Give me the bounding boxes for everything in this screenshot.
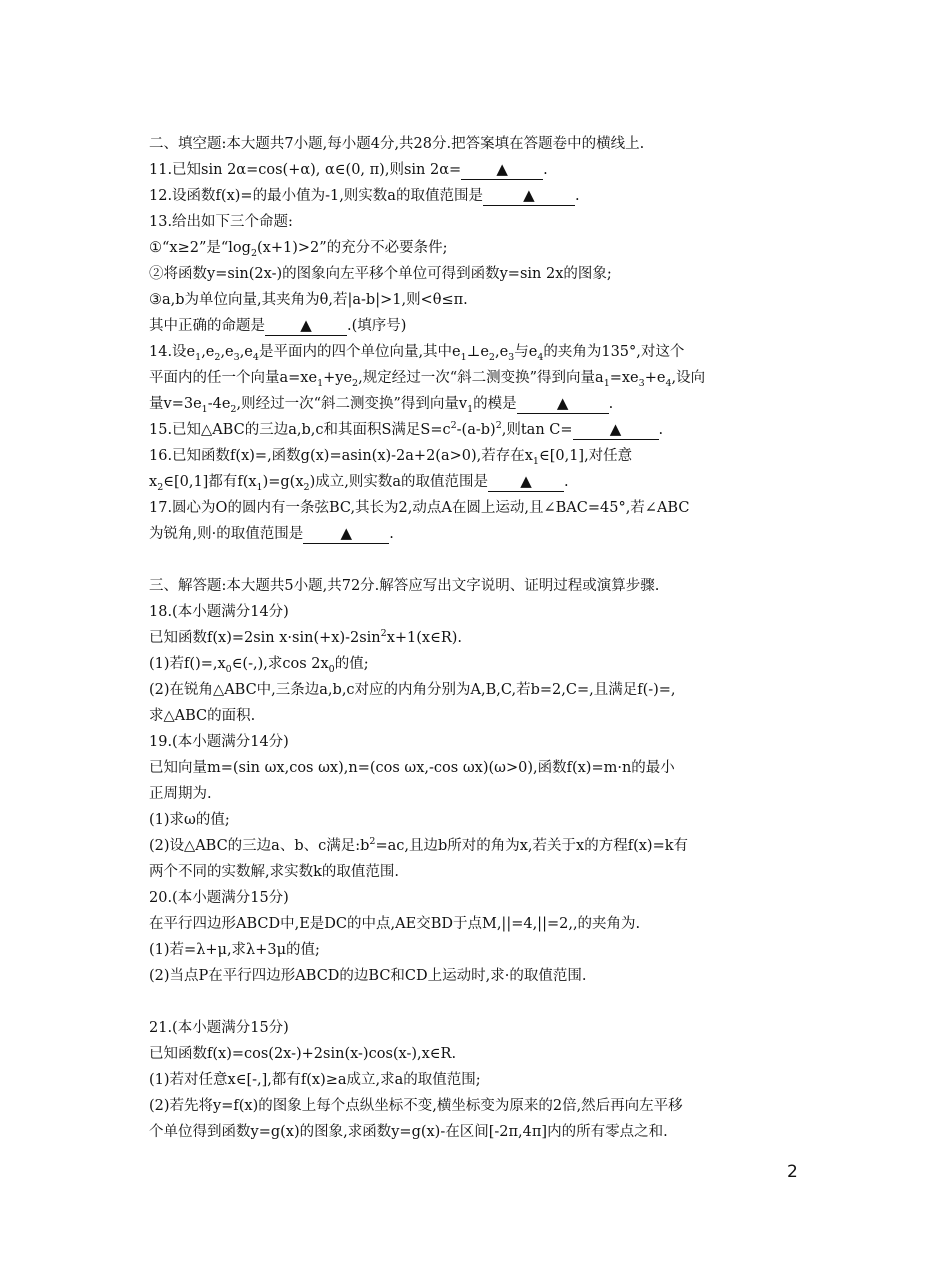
answer-blank <box>483 185 575 206</box>
question-17-line-1: 17.圆心为O的圆内有一条弦BC,其长为2,动点A在圆上运动,且∠BAC=45°,若∠ABC <box>149 500 690 516</box>
subscript: 3 <box>638 377 645 389</box>
subscript: 1 <box>195 351 202 363</box>
text: 是平面内的四个单位向量,其中e <box>258 344 461 360</box>
q12-end: . <box>574 188 580 204</box>
text: (2)设△ABC的三边a、b、c满足:b <box>149 838 370 854</box>
q12-text: 12.设函数f(x)=的最小值为-1,则实数a的取值范围是 <box>149 188 483 204</box>
question-19-title: 19.(本小题满分14分) <box>149 734 289 750</box>
text: ,则tan C= <box>501 422 573 438</box>
subscript: 2 <box>250 247 257 259</box>
text: 与e <box>514 344 538 360</box>
solve-section-heading: 三、解答题:本大题共5小题,共72分.解答应写出文字说明、证明过程或演算步骤. <box>149 578 660 594</box>
triangle-icon: ▲ <box>340 524 352 542</box>
subscript: 1 <box>317 377 324 389</box>
question-21-line-3: (2)若先将y=f(x)的图象上每个点纵坐标不变,横坐标变为原来的2倍,然后再向左平移 <box>149 1098 683 1114</box>
text: 的值; <box>334 656 369 672</box>
superscript: 2 <box>380 628 387 640</box>
superscript: 2 <box>495 420 502 432</box>
text: 14.设e <box>149 344 196 360</box>
question-19-line-1: 已知向量m=(sin ωx,cos ωx),n=(cos ωx,-cos ωx)(ω>0),函数f(x)=m·n的最小 <box>149 760 675 776</box>
answer-blank <box>303 523 389 544</box>
question-18-line-3: (2)在锐角△ABC中,三条边a,b,c对应的内角分别为A,B,C,若b=2,C=,且满足f(-)=, <box>149 682 676 698</box>
question-14-line-2 <box>149 365 809 391</box>
question-19-line-2: 正周期为. <box>149 786 212 802</box>
question-18-line-1 <box>149 625 809 651</box>
text: ,规定经过一次“斜二测变换”得到向量a <box>358 370 604 386</box>
text: =xe <box>609 370 639 386</box>
q11-text: 11.已知sin 2α=cos(+α), α∈(0, π),则sin 2α= <box>149 162 462 178</box>
subscript: 1 <box>467 403 474 415</box>
text: . <box>389 526 394 542</box>
text: )=g(x <box>262 474 304 490</box>
question-20-line-3: (2)当点P在平行四边形ABCD的边BC和CD上运动时,求·的取值范围. <box>149 968 587 984</box>
text: )成立,则实数a的取值范围是 <box>309 474 488 490</box>
subscript: 0 <box>225 663 232 675</box>
triangle-icon: ▲ <box>300 316 312 334</box>
subscript: 4 <box>252 351 259 363</box>
text: ∈(-,),求cos 2x <box>231 656 329 672</box>
question-12 <box>149 183 809 209</box>
question-13-answer <box>149 313 809 339</box>
text: 的夹角为135°,对这个 <box>543 344 685 360</box>
text: -(a-b) <box>456 422 496 438</box>
q13-1-text: ①“x≥2”是“log <box>149 240 251 256</box>
text: 已知函数f(x)=2sin x·sin(+x)-2sin <box>149 630 381 646</box>
answer-blank <box>517 393 609 414</box>
subscript: 1 <box>460 351 467 363</box>
text: ,则经过一次“斜二测变换”得到向量v <box>236 396 468 412</box>
subscript: 1 <box>603 377 610 389</box>
question-20-line-1: 在平行四边形ABCD中,E是DC的中点,AE交BD于点M,||=4,||=2,,的夹角为. <box>149 916 641 932</box>
subscript: 2 <box>352 377 359 389</box>
question-13-item-2: ②将函数y=sin(2x-)的图象向左平移个单位可得到函数y=sin 2x的图象; <box>149 266 612 282</box>
text: ,e <box>239 344 253 360</box>
text: -4e <box>207 396 231 412</box>
question-18-line-2 <box>149 651 809 677</box>
text: =ac,且边b所对的角为x,若关于x的方程f(x)=k有 <box>375 838 689 854</box>
text: ,e <box>220 344 234 360</box>
q13-answer-text: 其中正确的命题是 <box>149 318 265 334</box>
spacer <box>149 547 809 573</box>
superscript: 2 <box>450 420 457 432</box>
q11-end: . <box>543 162 548 178</box>
superscript: 2 <box>369 836 376 848</box>
text: . <box>608 396 614 412</box>
question-19-line-5: 两个不同的实数解,求实数k的取值范围. <box>149 864 400 880</box>
subscript: 3 <box>233 351 240 363</box>
subscript: 4 <box>665 377 672 389</box>
text: 平面内的任一个向量a=xe <box>149 370 318 386</box>
spacer <box>149 989 809 1015</box>
text: ∈[0,1],对任意 <box>538 448 633 464</box>
question-19-line-4 <box>149 833 809 859</box>
answer-blank <box>265 315 347 336</box>
triangle-icon: ▲ <box>609 420 622 438</box>
text: . <box>564 474 569 490</box>
question-13-title: 13.给出如下三个命题: <box>149 214 293 230</box>
question-14-line-1 <box>149 339 809 365</box>
triangle-icon: ▲ <box>556 394 569 412</box>
subscript: 0 <box>328 663 335 675</box>
fill-section-heading: 二、填空题:本大题共7小题,每小题4分,共28分.把答案填在答题卷中的横线上. <box>149 136 645 152</box>
subscript: 3 <box>508 351 515 363</box>
text: 的模是 <box>473 396 517 412</box>
text: 为锐角,则·的取值范围是 <box>149 526 304 542</box>
question-20-title: 20.(本小题满分15分) <box>149 890 289 906</box>
question-21-line-1: 已知函数f(x)=cos(2x-)+2sin(x-)cos(x-),x∈R. <box>149 1046 457 1062</box>
answer-blank <box>488 471 564 492</box>
answer-blank <box>573 419 659 440</box>
subscript: 2 <box>303 481 310 493</box>
subscript: 1 <box>201 403 208 415</box>
subscript: 4 <box>537 351 544 363</box>
subscript: 2 <box>488 351 495 363</box>
question-21-title: 21.(本小题满分15分) <box>149 1020 289 1036</box>
text: (1)若f()=,x <box>149 656 226 672</box>
text: 16.已知函数f(x)=,函数g(x)=asin(x)-2a+2(a>0),若存在x <box>149 448 533 464</box>
text: x <box>149 474 158 490</box>
text: ,e <box>201 344 215 360</box>
text: ,设向 <box>671 370 706 386</box>
page-number: 2 <box>787 1162 798 1182</box>
question-17-line-2 <box>149 521 809 547</box>
question-18-title: 18.(本小题满分14分) <box>149 604 289 620</box>
text: ∈[0,1]都有f(x <box>163 474 257 490</box>
text: ,e <box>494 344 509 360</box>
triangle-icon: ▲ <box>520 472 532 490</box>
question-13-item-3: ③a,b为单位向量,其夹角为θ,若|a-b|>1,则<θ≤π. <box>149 292 468 308</box>
question-11 <box>149 157 809 183</box>
q13-1-text-end: (x+1)>2”的充分不必要条件; <box>257 240 448 256</box>
text: ⊥e <box>466 344 489 360</box>
question-20-line-2: (1)若=λ+μ,求λ+3μ的值; <box>149 942 320 958</box>
q13-answer-end: .(填序号) <box>347 318 407 334</box>
subscript: 2 <box>230 403 237 415</box>
text: +ye <box>323 370 353 386</box>
question-18-line-4: 求△ABC的面积. <box>149 708 256 724</box>
question-21-line-2: (1)若对任意x∈[-,],都有f(x)≥a成立,求a的取值范围; <box>149 1072 481 1088</box>
question-21-line-4: 个单位得到函数y=g(x)的图象,求函数y=g(x)-在区间[-2π,4π]内的所有零点之和. <box>149 1124 668 1140</box>
triangle-icon: ▲ <box>496 160 508 178</box>
exam-content <box>149 131 809 1145</box>
question-13-item-1 <box>149 235 809 261</box>
subscript: 2 <box>214 351 221 363</box>
question-16-line-1 <box>149 443 809 469</box>
text: 15.已知△ABC的三边a,b,c和其面积S满足S=c <box>149 422 451 438</box>
question-14-line-3 <box>149 391 809 417</box>
text: +e <box>644 370 666 386</box>
subscript: 1 <box>256 481 263 493</box>
answer-blank <box>461 159 543 180</box>
text: 量v=3e <box>149 396 202 412</box>
triangle-icon: ▲ <box>523 186 535 204</box>
text: x+1(x∈R). <box>386 630 463 646</box>
subscript: 1 <box>532 455 539 467</box>
subscript: 2 <box>157 481 164 493</box>
question-15 <box>149 417 809 443</box>
text: . <box>658 422 664 438</box>
question-19-line-3: (1)求ω的值; <box>149 812 230 828</box>
question-16-line-2 <box>149 469 809 495</box>
